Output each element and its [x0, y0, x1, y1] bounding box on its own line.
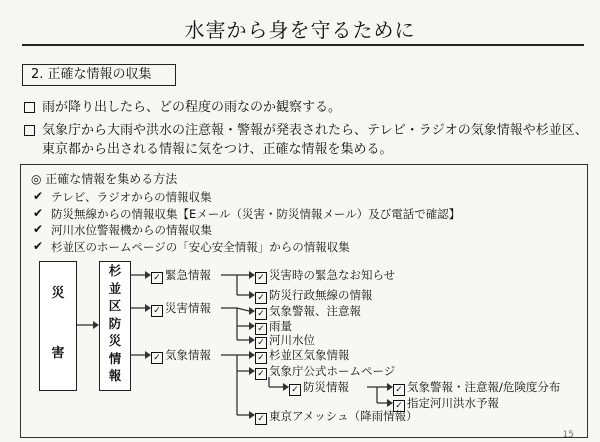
node-label: 気象警報、注意報 — [269, 304, 361, 318]
method-item-text: 杉並区のホームページの「安心安全情報」からの情報収集 — [51, 239, 350, 254]
checkbox-checked-icon: ✓ — [255, 323, 267, 335]
page-title: 水害から身を守るために — [184, 18, 416, 42]
bullet-item — [22, 121, 592, 159]
info-char: 報 — [108, 368, 122, 383]
right-node — [255, 363, 395, 380]
right-node — [255, 267, 395, 284]
check-icon: ✔ — [33, 238, 44, 253]
check-icon: ✔ — [33, 222, 44, 236]
node-label: 杉並区気象情報 — [269, 348, 350, 362]
bullet-text: 気象庁から大雨や洪水の注意報・警報が発表されたら、テレビ・ラジオの気象情報や杉並区、東京都から出される情報に気をつけ、正確な情報を集める。 — [42, 123, 588, 157]
checkbox-checked-icon: ✓ — [255, 308, 267, 320]
node-label: 河川水位 — [269, 333, 315, 347]
node-label: 東京アメッシュ（降雨情報） — [269, 409, 418, 423]
info-char: 防 — [108, 315, 122, 331]
node-label: 緊急情報 — [165, 268, 211, 282]
method-item-text: 河川水位警報機からの情報収集 — [51, 223, 212, 237]
checkbox-checked-icon: ✓ — [255, 292, 267, 304]
checkbox-checked-icon: ✓ — [151, 305, 163, 317]
node-label: 指定河川洪水予報 — [407, 396, 499, 410]
node-label: 防災情報 — [303, 380, 349, 394]
node-label: 防災行政無線の情報 — [269, 288, 373, 302]
node-label: 災害情報 — [165, 301, 211, 315]
info-char: 杉 — [108, 263, 122, 278]
right-node — [289, 379, 349, 396]
bullet-item — [22, 98, 592, 117]
checkbox-checked-icon: ✓ — [255, 413, 267, 425]
info-char: 並 — [108, 280, 122, 296]
square-bullet-icon — [24, 102, 35, 113]
checkbox-checked-icon: ✓ — [151, 272, 163, 284]
checkbox-checked-icon: ✓ — [393, 400, 405, 412]
mid-node-disaster — [151, 300, 211, 317]
node-label: 気象警報・注意報/危険度分布 — [407, 380, 561, 394]
mid-node-emergency — [151, 267, 211, 284]
checkbox-checked-icon: ✓ — [393, 384, 405, 396]
check-icon: ✔ — [33, 205, 44, 220]
method-panel — [20, 164, 588, 438]
node-label: 雨量 — [269, 319, 292, 333]
method-title: ◎ 正確な情報を集める方法 — [31, 172, 178, 186]
bullet-text: 雨が降り出したら、どの程度の雨なのか観察する。 — [42, 100, 342, 115]
checkbox-checked-icon: ✓ — [255, 337, 267, 349]
page-number: 15 — [562, 430, 574, 440]
info-char: 区 — [108, 298, 122, 313]
check-icon: ✔ — [33, 189, 44, 203]
square-bullet-icon — [24, 125, 35, 136]
disaster-box — [39, 261, 77, 391]
checkbox-checked-icon: ✓ — [255, 368, 267, 380]
right-node — [255, 408, 418, 425]
checkbox-checked-icon: ✓ — [151, 352, 163, 364]
method-item-text: テレビ、ラジオからの情報収集 — [51, 190, 212, 204]
info-char: 情 — [108, 350, 122, 366]
right-node — [393, 379, 560, 396]
right-node — [255, 347, 350, 364]
title-divider — [22, 44, 584, 46]
right-node — [255, 287, 373, 304]
node-label: 気象情報 — [165, 348, 211, 362]
node-label: 気象庁公式ホームページ — [269, 364, 396, 378]
checkbox-checked-icon: ✓ — [255, 352, 267, 364]
disaster-char: 災 — [51, 286, 65, 301]
bullet-list — [22, 98, 592, 163]
method-item-text: 防災無線からの情報収集【Eメール（災害・防災情報メール）及び電話で確認】 — [51, 206, 461, 221]
section-heading: 2. 正確な情報の収集 — [22, 64, 176, 86]
mid-node-weather — [151, 347, 211, 364]
node-label: 災害時の緊急なお知らせ — [269, 268, 396, 282]
checkbox-checked-icon: ✓ — [289, 384, 301, 396]
disaster-char: 害 — [51, 346, 65, 361]
info-char: 災 — [108, 333, 122, 348]
suginami-info-box — [99, 261, 131, 391]
checkbox-checked-icon: ✓ — [255, 272, 267, 284]
